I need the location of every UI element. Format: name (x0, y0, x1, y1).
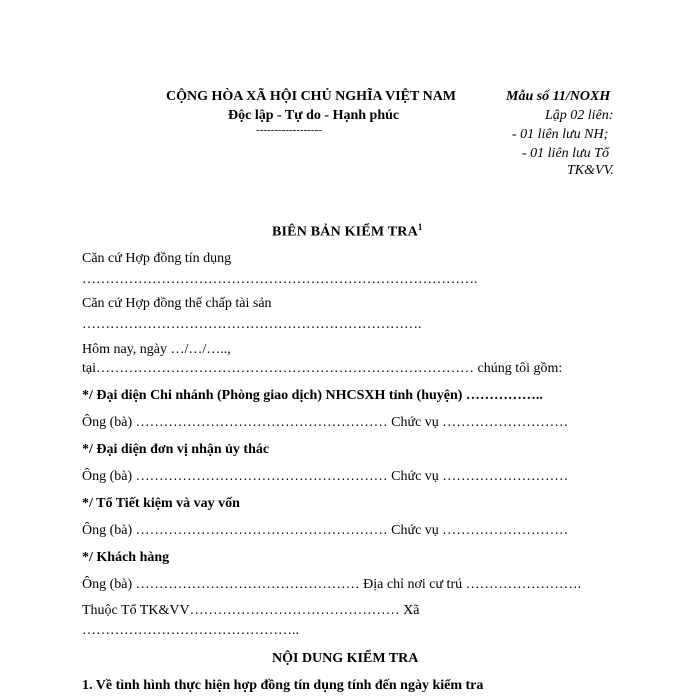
form-number: Mẫu số 11/NOXH (506, 89, 611, 104)
copies-note: Lập 02 liên: (545, 108, 614, 123)
document-title (272, 222, 423, 241)
customer-commune-fill: ……………………………………….. (82, 623, 299, 638)
customer-group-row: Thuộc Tổ TK&VV……………………………………… Xã (82, 603, 420, 618)
bank-representative-row: Ông (bà) ……………………………………………… Chức vụ ……………………… (82, 415, 569, 430)
inspection-content-title: NỘI DUNG KIỂM TRA (272, 651, 419, 666)
basis-mortgage-contract-fill: ………………………………………………………………. (82, 317, 422, 332)
motto-underline: ------------------ (256, 124, 322, 136)
entrusted-unit-row: Ông (bà) ……………………………………………… Chức vụ ……………………… (82, 469, 569, 484)
date-line: Hôm nay, ngày …/…/….., (82, 342, 231, 357)
basis-mortgage-contract: Căn cứ Hợp đồng thế chấp tài sản (82, 296, 272, 311)
entrusted-unit-heading: */ Đại diện đơn vị nhận ủy thác (82, 442, 270, 457)
place-line: tại……………………………………………………………………… chúng tôi gồm: (82, 361, 563, 376)
customer-heading: */ Khách hàng (82, 550, 170, 565)
title-footnote: 1 (417, 222, 423, 232)
national-motto: Độc lập - Tự do - Hạnh phúc (228, 108, 400, 123)
basis-credit-contract: Căn cứ Hợp đồng tín dụng (82, 251, 232, 266)
copy-bank: - 01 liên lưu NH; (512, 127, 609, 142)
customer-row: Ông (bà) ………………………………………… Địa chỉ nơi cư trú ……………………. (82, 577, 582, 592)
section-1-heading: 1. Về tình hình thực hiện hợp đồng tín dụng tính đến ngày kiểm tra (82, 678, 484, 693)
bank-representative-heading: */ Đại diện Chi nhánh (Phòng giao dịch) NHCSXH tỉnh (huyện) …………….. (82, 388, 543, 403)
copy-group-cont: TK&VV. (567, 163, 614, 178)
country-name: CỘNG HÒA XÃ HỘI CHỦ NGHĨA VIỆT NAM (166, 89, 457, 104)
copy-group: - 01 liên lưu Tổ (522, 146, 609, 161)
basis-credit-contract-fill: …………………………………………………………………………. (82, 272, 478, 287)
document-title-text: BIÊN BẢN KIỂM TRA (272, 224, 418, 240)
savings-group-row: Ông (bà) ……………………………………………… Chức vụ ……………………… (82, 523, 569, 538)
savings-group-heading: */ Tổ Tiết kiệm và vay vốn (82, 496, 240, 511)
